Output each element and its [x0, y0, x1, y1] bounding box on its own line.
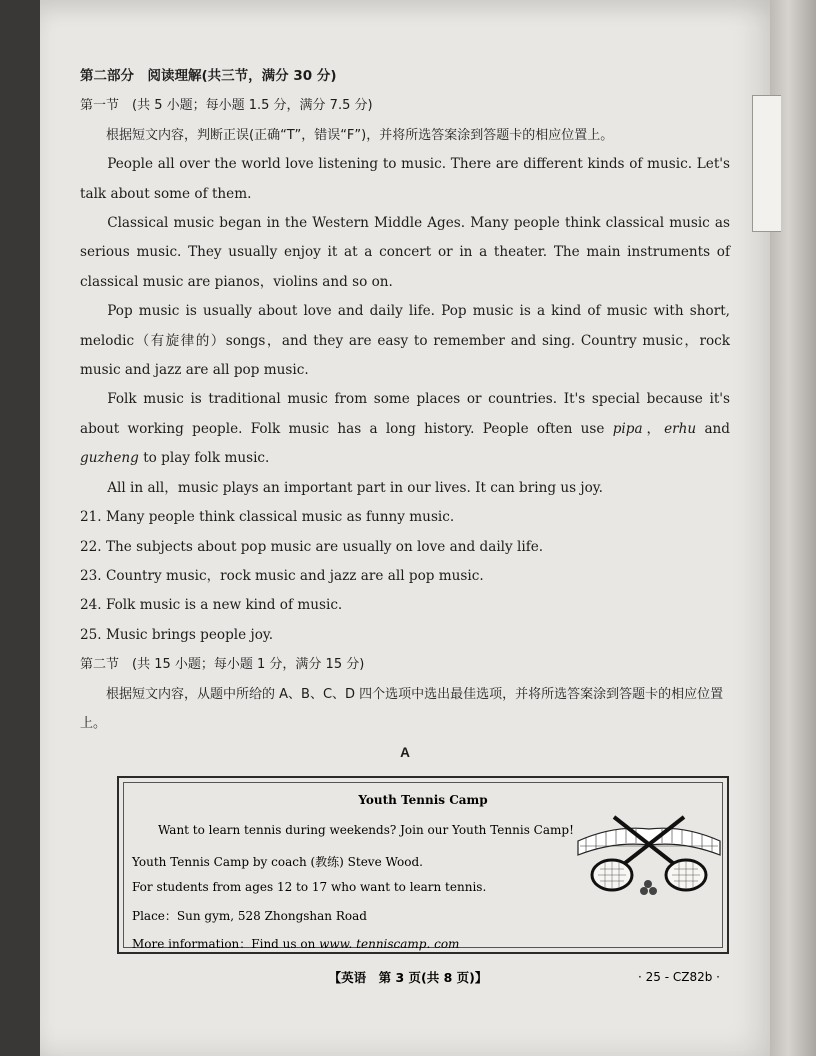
ad-info-prefix: More information：Find us on — [132, 937, 320, 951]
folk-text: Folk music is traditional music from some places or countries. It's special because it's about working people. Folk music has a long history. People often use — [80, 391, 730, 437]
question-23: 23. Country music，rock music and jazz are all pop music. — [80, 567, 484, 584]
paper-code: · 25 - CZ82b · — [638, 970, 720, 984]
question-21: 21. Many people think classical music as funny music. — [80, 509, 455, 526]
instrument-erhu: erhu — [664, 420, 697, 437]
folk-connector-comma: ， — [642, 420, 665, 437]
page-footer: 【英语 第 3 页(共 8 页)】 — [328, 970, 488, 985]
passage-label: A — [400, 745, 410, 761]
section1-instruction: 根据短文内容，判断正误(正确“T”，错误“F”)，并将所选答案涂到答题卡的相应位置上。 — [106, 127, 614, 143]
folk-tail: to play folk music. — [138, 450, 270, 467]
folk-connector-and: and — [696, 420, 731, 437]
tennis-rackets-icon — [574, 811, 724, 897]
ad-line-ages: For students from ages 12 to 17 who want to learn tennis. — [132, 880, 487, 894]
section1-header: 第一节 (共 5 小题；每小题 1.5 分，满分 7.5 分) — [80, 98, 373, 114]
paragraph-classical: Classical music began in the Western Middle Ages. Many people think classical music as serious music. They usually enjoy it at a concert or in a theater. The main instruments of classical music are pianos，violins and so on. — [80, 215, 730, 290]
ad-line-info — [132, 935, 459, 952]
ad-line-coach: Youth Tennis Camp by coach (教练) Steve Wood. — [132, 855, 423, 869]
section2-instruction: 根据短文内容，从题中所给的 A、B、C、D 四个选项中选出最佳选项，并将所选答案涂到答题卡的相应位置上。 — [80, 686, 724, 731]
question-24: 24. Folk music is a new kind of music. — [80, 597, 343, 614]
instrument-guzheng: guzheng — [80, 450, 139, 467]
section2-header: 第二节 (共 15 小题；每小题 1 分，满分 15 分) — [80, 657, 365, 673]
ad-website: www. tenniscamp. com — [319, 937, 460, 951]
ad-line-invite: Want to learn tennis during weekends? Join our Youth Tennis Camp! — [158, 823, 574, 837]
ad-line-place: Place：Sun gym, 528 Zhongshan Road — [132, 909, 367, 923]
paragraph-folk — [80, 385, 730, 473]
paragraph-conclusion: All in all，music plays an important part in our lives. It can bring us joy. — [107, 479, 604, 496]
answer-sheet-tab — [752, 95, 781, 232]
instrument-pipa: pipa — [612, 420, 643, 437]
reading-section — [80, 62, 730, 768]
paragraph-intro: People all over the world love listening to music. There are different kinds of music. Let's talk about some of them. — [80, 156, 730, 202]
ad-title: Youth Tennis Camp — [358, 793, 488, 807]
paragraph-pop: Pop music is usually about love and daily life. Pop music is a kind of music with short, melodic（有旋律的）songs，and they are easy to remember and sing. Country music，rock music and jazz are all pop music. — [80, 303, 730, 379]
ad-inner-border — [123, 782, 723, 951]
question-22: 22. The subjects about pop music are usually on love and daily life. — [80, 538, 544, 555]
tennis-camp-ad — [117, 776, 729, 954]
part-title: 第二部分 阅读理解(共三节，满分 30 分) — [80, 68, 337, 84]
question-25: 25. Music brings people joy. — [80, 626, 274, 643]
